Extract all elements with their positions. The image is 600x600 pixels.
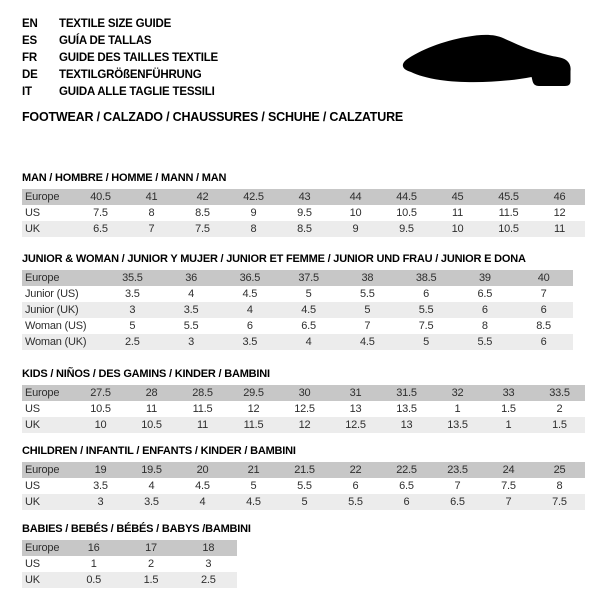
size-table <box>22 189 585 237</box>
size-cell: 5.5 <box>330 494 381 510</box>
size-cell: 10.5 <box>90 403 111 415</box>
size-cell: 10 <box>432 221 483 237</box>
size-cell: 29.5 <box>228 385 279 401</box>
size-cell: 2.5 <box>103 334 162 350</box>
size-cell: 9 <box>330 221 381 237</box>
size-cell: 7.5 <box>501 480 516 492</box>
size-cell: 40.5 <box>75 189 126 205</box>
size-cell: 7 <box>454 480 461 492</box>
size-cell: 1.5 <box>534 417 585 433</box>
size-cell: 8 <box>228 221 279 237</box>
size-cell: 5.5 <box>456 334 515 350</box>
size-cell: 9 <box>250 207 257 219</box>
size-cell: 11.5 <box>192 403 213 415</box>
language-code: IT <box>22 86 32 98</box>
row-label: Europe <box>22 189 75 205</box>
size-cell: 8 <box>556 480 563 492</box>
row-label: Junior (US) <box>25 288 79 300</box>
size-cell: 1.5 <box>501 403 516 415</box>
table-title: MAN / HOMBRE / HOMME / MANN / MAN <box>22 172 227 184</box>
table-row <box>22 205 585 221</box>
table-row <box>22 556 237 572</box>
size-cell: 6.5 <box>432 494 483 510</box>
size-cell: 7.5 <box>177 221 228 237</box>
row-label: Junior (UK) <box>22 302 103 318</box>
size-cell: 44.5 <box>381 189 432 205</box>
size-cell: 10.5 <box>396 207 417 219</box>
size-cell: 42.5 <box>228 189 279 205</box>
size-cell: 6 <box>352 480 359 492</box>
size-cell: 28.5 <box>177 385 228 401</box>
size-cell: 11.5 <box>498 207 519 219</box>
size-cell: 10 <box>75 417 126 433</box>
table-row <box>22 540 237 556</box>
size-cell: 43 <box>279 189 330 205</box>
row-label: US <box>25 480 40 492</box>
size-cell: 27.5 <box>75 385 126 401</box>
size-cell: 0.5 <box>65 572 122 588</box>
size-table <box>22 540 237 588</box>
size-cell: 4 <box>279 334 338 350</box>
size-cell: 4 <box>177 494 228 510</box>
size-cell: 8 <box>481 320 488 332</box>
size-cell: 1 <box>90 558 97 570</box>
size-table-section-kids <box>22 369 585 433</box>
size-cell: 10.5 <box>126 417 177 433</box>
size-cell: 13 <box>381 417 432 433</box>
size-cell: 5.5 <box>397 302 456 318</box>
size-cell: 5 <box>305 288 312 300</box>
size-cell: 25 <box>534 462 585 478</box>
table-row <box>22 286 573 302</box>
size-cell: 38.5 <box>397 270 456 286</box>
size-cell: 3.5 <box>93 480 108 492</box>
shoe-icon <box>398 30 584 94</box>
table-title: JUNIOR & WOMAN / JUNIOR Y MUJER / JUNIOR ET FEMME / JUNIOR UND FRAU / JUNIOR E DONA <box>22 253 526 265</box>
row-label: Europe <box>22 270 103 286</box>
size-cell: 20 <box>177 462 228 478</box>
size-cell: 42 <box>177 189 228 205</box>
row-label: UK <box>22 221 75 237</box>
size-cell: 9.5 <box>381 221 432 237</box>
language-code: EN <box>22 18 38 30</box>
size-cell: 19.5 <box>126 462 177 478</box>
size-cell: 17 <box>122 540 179 556</box>
size-cell: 31 <box>330 385 381 401</box>
size-cell: 11 <box>534 221 585 237</box>
size-cell: 44 <box>330 189 381 205</box>
size-cell: 37.5 <box>279 270 338 286</box>
language-label: GUÍA DE TALLAS <box>59 35 152 47</box>
row-label: Woman (US) <box>25 320 87 332</box>
size-cell: 5 <box>129 320 136 332</box>
row-label: Europe <box>22 385 75 401</box>
size-cell: 36.5 <box>221 270 280 286</box>
size-cell: 11 <box>177 417 228 433</box>
size-cell: 11.5 <box>228 417 279 433</box>
table-row <box>22 462 585 478</box>
size-cell: 3 <box>162 334 221 350</box>
table-title: CHILDREN / INFANTIL / ENFANTS / KINDER / BAMBINI <box>22 445 296 457</box>
size-cell: 22.5 <box>381 462 432 478</box>
size-cell: 30 <box>279 385 330 401</box>
size-cell: 2.5 <box>180 572 237 588</box>
size-cell: 4.5 <box>242 288 258 300</box>
size-cell: 6 <box>514 334 573 350</box>
size-cell: 7 <box>483 494 534 510</box>
size-table-section-babies <box>22 524 585 588</box>
size-cell: 1 <box>454 403 461 415</box>
table-row <box>22 572 237 588</box>
size-cell: 8.5 <box>279 221 330 237</box>
size-cell: 7 <box>540 288 547 300</box>
table-row <box>22 318 573 334</box>
language-code: DE <box>22 69 38 81</box>
row-label: UK <box>22 417 75 433</box>
size-cell: 18 <box>180 540 237 556</box>
size-cell: 6 <box>423 288 430 300</box>
size-table-section-junior-woman <box>22 254 585 350</box>
row-label: US <box>25 207 40 219</box>
size-cell: 3 <box>103 302 162 318</box>
size-cell: 31.5 <box>381 385 432 401</box>
size-cell: 9.5 <box>297 207 312 219</box>
size-cell: 46 <box>534 189 585 205</box>
size-cell: 1 <box>483 417 534 433</box>
size-cell: 7.5 <box>534 494 585 510</box>
size-cell: 22 <box>330 462 381 478</box>
row-label: Europe <box>22 540 65 556</box>
size-cell: 6.5 <box>301 320 316 332</box>
table-row <box>22 334 573 350</box>
size-cell: 10 <box>349 207 362 219</box>
size-cell: 3.5 <box>125 288 140 300</box>
size-table <box>22 385 585 433</box>
row-label: US <box>25 403 40 415</box>
language-label: TEXTILGRÖßENFÜHRUNG <box>59 69 202 81</box>
size-cell: 7.5 <box>93 207 108 219</box>
size-cell: 1.5 <box>122 572 179 588</box>
size-cell: 4.5 <box>195 480 210 492</box>
size-cell: 13.5 <box>396 403 417 415</box>
size-cell: 13.5 <box>432 417 483 433</box>
size-cell: 3.5 <box>221 334 280 350</box>
size-cell: 4.5 <box>228 494 279 510</box>
size-cell: 6.5 <box>399 480 414 492</box>
size-table-section-man <box>22 173 585 237</box>
size-cell: 7 <box>126 221 177 237</box>
size-cell: 5.5 <box>297 480 312 492</box>
size-cell: 4 <box>188 288 195 300</box>
size-cell: 5 <box>397 334 456 350</box>
size-table <box>22 462 585 510</box>
table-row <box>22 494 585 510</box>
size-cell: 11 <box>451 207 464 219</box>
size-table-section-children <box>22 446 585 510</box>
size-cell: 33.5 <box>534 385 585 401</box>
table-title: KIDS / NIÑOS / DES GAMINS / KINDER / BAMBINI <box>22 368 270 380</box>
size-cell: 3 <box>205 558 212 570</box>
size-cell: 2 <box>148 558 154 570</box>
size-cell: 6 <box>456 302 515 318</box>
size-cell: 5 <box>279 494 330 510</box>
size-cell: 6.5 <box>75 221 126 237</box>
size-cell: 24 <box>483 462 534 478</box>
size-cell: 7.5 <box>418 320 434 332</box>
table-row <box>22 189 585 205</box>
category-line: FOOTWEAR / CALZADO / CHAUSSURES / SCHUHE / CALZATURE <box>22 110 404 124</box>
size-cell: 4 <box>221 302 280 318</box>
row-label: UK <box>22 572 65 588</box>
table-row <box>22 417 585 433</box>
size-cell: 4 <box>148 480 155 492</box>
size-cell: 40 <box>514 270 573 286</box>
row-label: Woman (UK) <box>22 334 103 350</box>
language-code: FR <box>22 52 37 64</box>
table-row <box>22 385 585 401</box>
size-cell: 6 <box>514 302 573 318</box>
size-cell: 39 <box>456 270 515 286</box>
size-cell: 6.5 <box>477 288 493 300</box>
size-cell: 6 <box>246 320 253 332</box>
size-cell: 7 <box>364 320 371 332</box>
size-cell: 5.5 <box>183 320 199 332</box>
size-cell: 45 <box>432 189 483 205</box>
size-cell: 5.5 <box>360 288 375 300</box>
language-label: GUIDA ALLE TAGLIE TESSILI <box>59 86 215 98</box>
size-cell: 6 <box>381 494 432 510</box>
size-cell: 45.5 <box>483 189 534 205</box>
table-row <box>22 221 585 237</box>
size-cell: 8.5 <box>536 320 551 332</box>
table-row <box>22 302 573 318</box>
size-cell: 33 <box>483 385 534 401</box>
size-cell: 41 <box>126 189 177 205</box>
table-row <box>22 270 573 286</box>
language-code: ES <box>22 35 37 47</box>
size-cell: 35.5 <box>103 270 162 286</box>
size-cell: 4.5 <box>338 334 397 350</box>
size-cell: 8 <box>148 207 155 219</box>
language-label: TEXTILE SIZE GUIDE <box>59 18 172 30</box>
size-cell: 12 <box>279 417 330 433</box>
size-cell: 12 <box>247 403 260 415</box>
size-cell: 5 <box>250 480 257 492</box>
size-cell: 10.5 <box>483 221 534 237</box>
size-cell: 21 <box>228 462 279 478</box>
size-cell: 28 <box>126 385 177 401</box>
shoe-icon-svg <box>398 30 584 94</box>
size-cell: 32 <box>432 385 483 401</box>
size-cell: 23.5 <box>432 462 483 478</box>
row-label: UK <box>22 494 75 510</box>
size-cell: 38 <box>338 270 397 286</box>
table-row <box>22 401 585 417</box>
language-label: GUIDE DES TAILLES TEXTILE <box>59 52 218 64</box>
size-cell: 21.5 <box>279 462 330 478</box>
size-cell: 4.5 <box>279 302 338 318</box>
size-cell: 36 <box>162 270 221 286</box>
table-row <box>22 478 585 494</box>
size-cell: 12.5 <box>294 403 315 415</box>
size-cell: 13 <box>349 403 362 415</box>
size-cell: 2 <box>556 403 563 415</box>
size-cell: 19 <box>75 462 126 478</box>
size-cell: 3 <box>75 494 126 510</box>
size-cell: 12.5 <box>330 417 381 433</box>
size-cell: 5 <box>338 302 397 318</box>
row-label: US <box>25 558 40 570</box>
size-cell: 11 <box>145 403 158 415</box>
size-cell: 8.5 <box>195 207 210 219</box>
size-cell: 3.5 <box>126 494 177 510</box>
row-label: Europe <box>22 462 75 478</box>
size-cell: 12 <box>553 207 566 219</box>
size-cell: 16 <box>65 540 122 556</box>
table-title: BABIES / BEBÉS / BÉBÉS / BABYS /BAMBINI <box>22 523 251 535</box>
size-cell: 3.5 <box>162 302 221 318</box>
size-table <box>22 270 573 350</box>
